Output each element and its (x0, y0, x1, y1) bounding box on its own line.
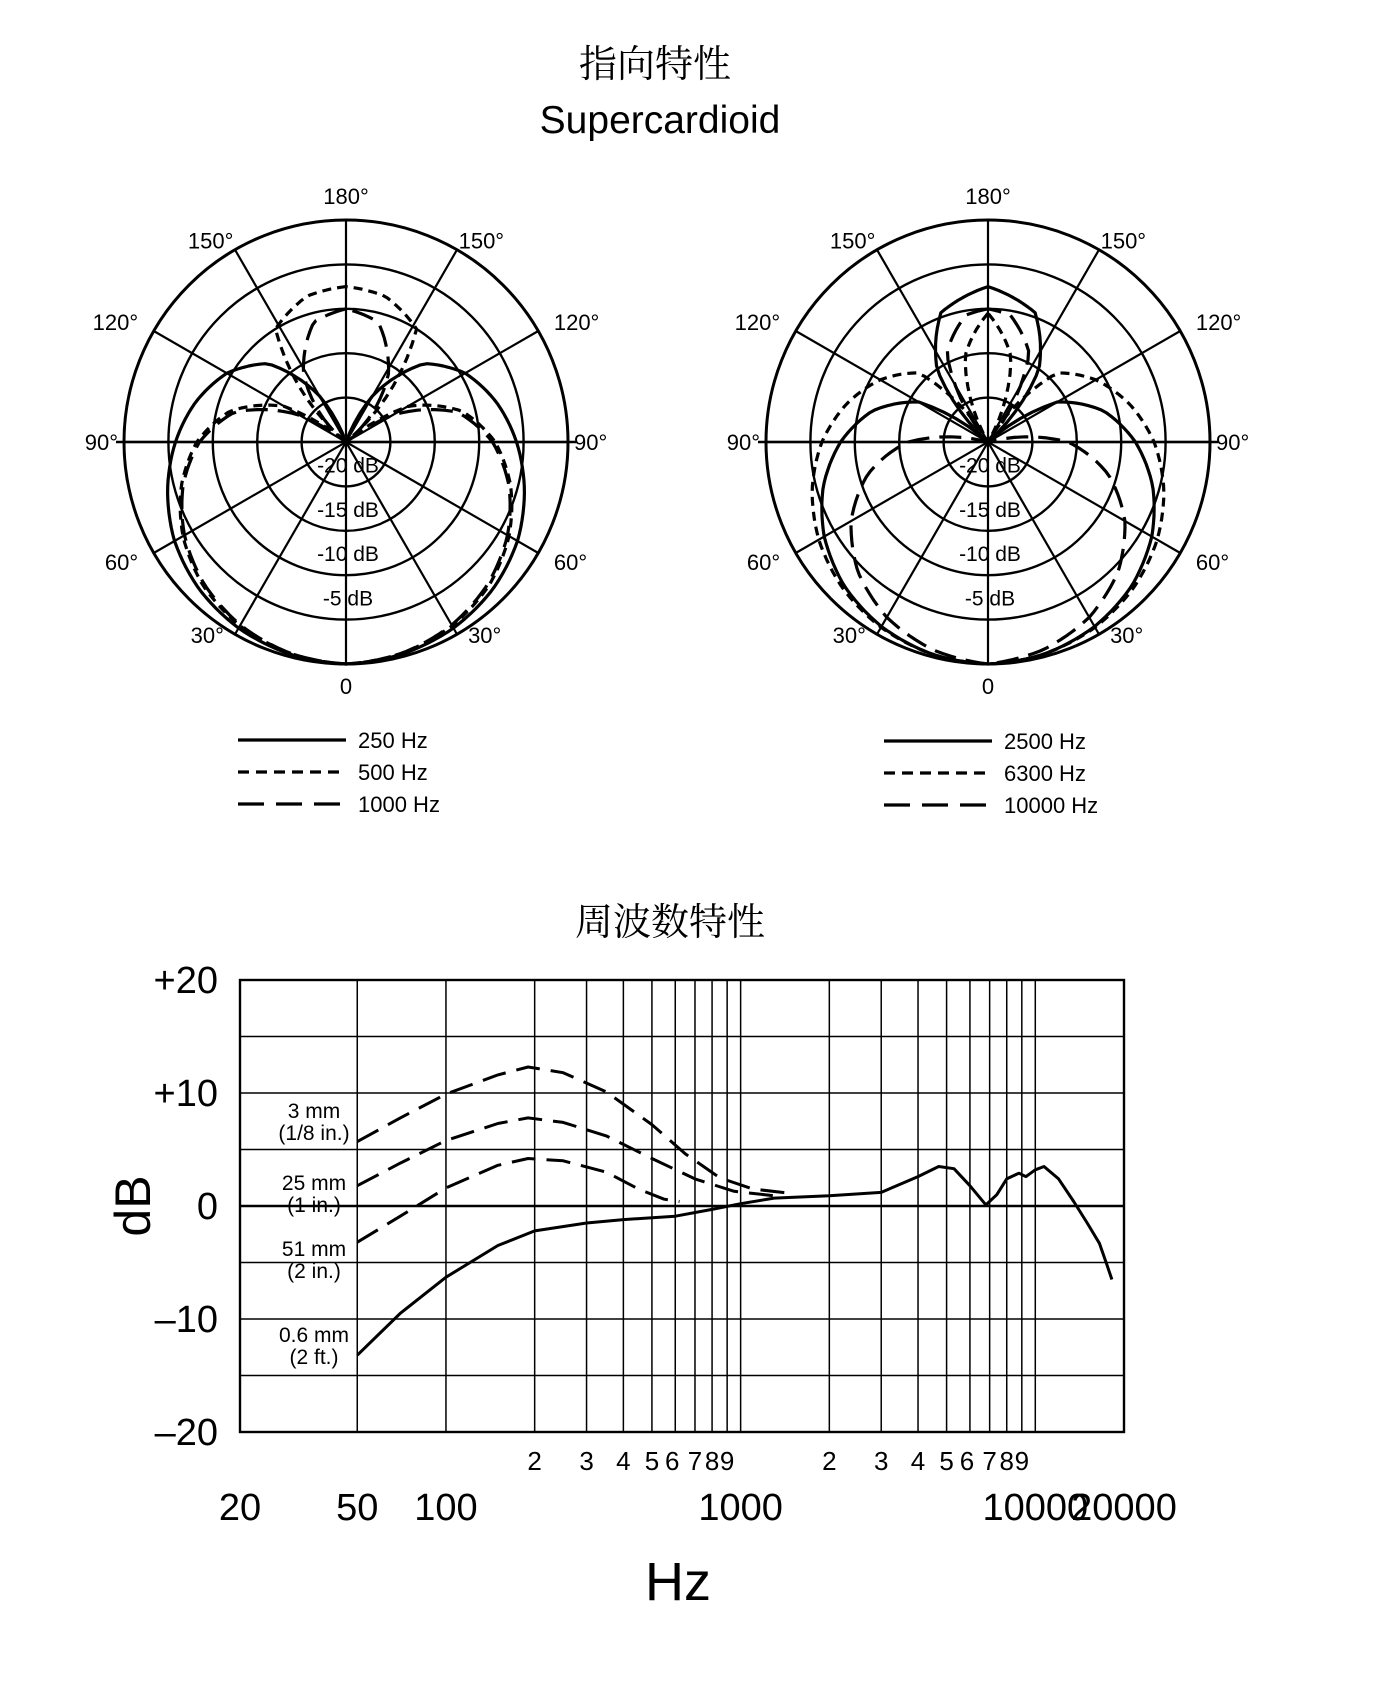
legend-label-250hz: 250 Hz (358, 728, 428, 753)
freq-curve-label-distance: 25 mm (281, 1172, 347, 1195)
polar-ring-label: -5 dB (964, 587, 1016, 611)
freq-x-minor-tick-label: 5 (644, 1446, 660, 1476)
freq-x-minor-tick-label: 3 (579, 1446, 594, 1476)
polar-angle-label: 120° (734, 310, 781, 335)
polar-angle-label: 60° (1195, 550, 1230, 575)
polar-angle-label: 90° (726, 430, 760, 455)
freq-x-minor-tick-label: 4 (616, 1446, 631, 1476)
freq-curve-label-imperial: (1/8 in.) (278, 1122, 350, 1145)
polar-chart-low-frequencies (85, 184, 608, 699)
freq-curve-51mm (357, 1159, 679, 1243)
polar-ring-label: -20 dB (959, 454, 1021, 478)
freq-x-minor-tick-label: 9 (1014, 1446, 1030, 1476)
legend-label-10000hz: 10000 Hz (1004, 793, 1099, 818)
polar-ring-label: -5 dB (322, 587, 374, 611)
polar-angle-label: 30° (1110, 622, 1144, 648)
freq-x-minor-tick-label: 4 (910, 1446, 926, 1476)
freq-x-major-tick-label: 100 (414, 1487, 478, 1529)
polar-section-title: 指向特性 (578, 42, 732, 86)
polar-angle-label: 0 (339, 674, 353, 699)
freq-curve-label-distance: 0.6 mm (278, 1324, 350, 1347)
polar-angle-label: 120° (553, 310, 600, 335)
polar-ring-label: -15 dB (317, 498, 379, 522)
polar-low-legend (238, 728, 440, 817)
freq-x-major-tick-label: 1000 (698, 1487, 783, 1529)
freq-x-axis-label: Hz (645, 1552, 711, 1612)
polar-angle-label: 0 (981, 674, 995, 699)
freq-x-minor-tick-label: 7 (687, 1446, 703, 1476)
polar-high-legend (884, 729, 1098, 818)
legend-label-500hz: 500 Hz (358, 760, 428, 785)
freq-x-minor-tick-label: 8 (999, 1446, 1014, 1476)
legend-label-2500hz: 2500 Hz (1004, 729, 1086, 754)
polar-ring-label: -15 dB (959, 498, 1021, 522)
polar-chart-high-frequencies (727, 184, 1250, 699)
freq-x-minor-tick-label: 5 (939, 1446, 954, 1476)
polar-angle-label: 30° (468, 622, 502, 648)
polar-angle-label: 90° (84, 430, 118, 455)
polar-angle-label: 150° (829, 228, 876, 254)
freq-curve-label-imperial: (1 in.) (287, 1194, 341, 1217)
polar-angle-label: 60° (104, 550, 139, 575)
polar-angle-label: 90° (1216, 430, 1250, 455)
polar-angle-label: 90° (574, 430, 608, 455)
polar-angle-label: 60° (746, 550, 781, 575)
freq-curve-0-6mm (357, 1167, 1112, 1356)
polar-angle-label: 60° (553, 550, 588, 575)
polar-ring-label: -20 dB (317, 454, 379, 478)
freq-x-major-tick-label: 20000 (1071, 1487, 1177, 1529)
legend-label-6300hz: 6300 Hz (1004, 761, 1086, 786)
freq-y-tick-label: –10 (154, 1299, 218, 1341)
polar-ring-label: -10 dB (317, 543, 379, 567)
freq-x-minor-tick-label: 6 (959, 1446, 975, 1476)
frequency-section-title: 周波数特性 (574, 900, 766, 944)
freq-y-tick-label: +20 (153, 960, 218, 1002)
freq-x-minor-tick-label: 3 (873, 1446, 889, 1476)
freq-curve-label-imperial: (2 ft.) (289, 1346, 339, 1369)
freq-x-minor-tick-label: 2 (527, 1446, 542, 1476)
freq-x-major-tick-label: 20 (218, 1487, 262, 1529)
freq-x-minor-tick-label: 7 (982, 1446, 997, 1476)
freq-x-minor-tick-label: 9 (719, 1446, 735, 1476)
freq-curve-label-imperial: (2 in.) (287, 1260, 341, 1283)
polar-angle-label: 120° (1195, 310, 1242, 335)
polar-angle-label: 120° (92, 310, 139, 335)
polar-angle-label: 150° (187, 228, 234, 254)
freq-x-major-tick-label: 50 (336, 1487, 379, 1529)
freq-curve-label-distance: 3 mm (287, 1100, 341, 1123)
freq-y-axis-label: dB (105, 1175, 161, 1237)
legend-label-1000hz: 1000 Hz (358, 792, 440, 817)
polar-angle-label: 150° (1100, 228, 1147, 254)
freq-y-tick-label: +10 (153, 1073, 218, 1115)
freq-y-tick-label: 0 (196, 1186, 218, 1228)
freq-x-minor-tick-label: 2 (822, 1446, 837, 1476)
freq-curve-label-distance: 51 mm (281, 1238, 347, 1261)
polar-ring-label: -10 dB (959, 543, 1021, 567)
freq-y-tick-label: –20 (154, 1412, 218, 1454)
polar-angle-label: 150° (458, 228, 505, 254)
polar-pattern-subtitle: Supercardioid (539, 99, 781, 142)
freq-x-minor-tick-label: 6 (665, 1446, 680, 1476)
polar-angle-label: 180° (323, 184, 369, 209)
freq-x-major-tick-label: 10000 (982, 1487, 1089, 1529)
polar-angle-label: 180° (965, 184, 1011, 209)
frequency-response-chart (105, 960, 1177, 1612)
polar-angle-label: 30° (190, 622, 224, 648)
polar-angle-label: 30° (832, 622, 866, 648)
freq-x-minor-tick-label: 8 (704, 1446, 720, 1476)
